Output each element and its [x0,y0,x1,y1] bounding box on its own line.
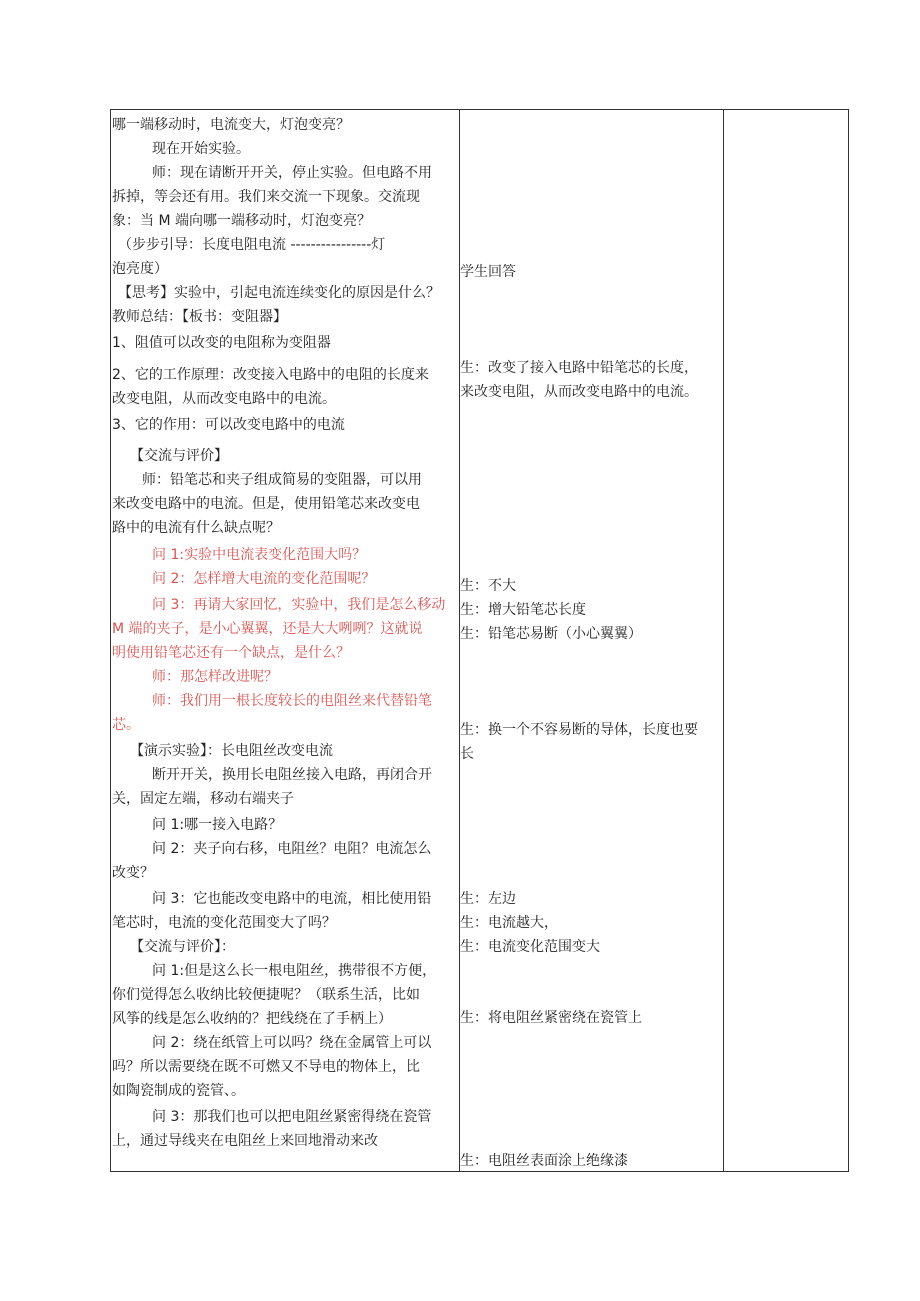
teacher-line: 路中的电流有什么缺点呢？ [112,520,280,536]
student-line: 生：将电阻丝紧密绕在瓷管上 [460,1010,642,1026]
student-line: 生：增大铅笔芯长度 [460,602,586,618]
teacher-line: 来改变电路中的电流。但是，使用铅笔芯来改变电 [112,496,420,512]
teacher-line: 如陶瓷制成的瓷管、。 [112,1083,245,1099]
teacher-line: 笔芯时，电流的变化范围变大了吗？ [112,915,336,931]
teacher-line: 问 1:但是这么长一根电阻丝，携带很不方便， [152,963,437,979]
teacher-line-highlight: 问 2：怎样增大电流的变化范围呢？ [152,571,376,587]
teacher-line: 吗？所以需要绕在既不可燃又不导电的物体上，比 [112,1059,420,1075]
teacher-line: 你们觉得怎么收纳比较便捷呢？（联系生活，比如 [112,987,420,1003]
student-line: 生：左边 [460,891,516,907]
teacher-line: 问 1:哪一接入电路？ [152,817,283,833]
teacher-line: 师：现在请断开开关，停止实验。但电路不用 [152,165,432,181]
teacher-line: 问 3：它也能改变电路中的电流，相比使用铅 [152,891,432,907]
teacher-line: 【交流与评价】： [130,939,235,955]
teacher-line: 风筝的线是怎么收纳的？把线绕在了手柄上） [112,1011,392,1027]
teacher-line: 拆掉，等会还有用。我们来交流一下现象。交流现 [112,189,420,205]
teacher-line: 问 2：绕在纸管上可以吗？绕在金属管上可以 [152,1035,432,1051]
teacher-line: 问 3：那我们也可以把电阻丝紧密得绕在瓷管 [152,1109,432,1125]
teacher-line: 哪一端移动时，电流变大，灯泡变亮？ [112,117,350,133]
student-line: 生：电流变化范围变大 [460,939,600,955]
teacher-line: 关，固定左端，移动右端夹子 [112,791,294,807]
student-line: 生：电流越大， [460,915,558,931]
teacher-line: 问 2：夹子向右移，电阻丝？电阻？电流怎么 [152,841,432,857]
student-line: 生：改变了接入电路中铅笔芯的长度， [460,360,698,376]
teacher-line: 上，通过导线夹在电阻丝上来回地滑动来改 [112,1133,378,1149]
student-line: 长 [460,746,474,762]
teacher-line-highlight: 问 3：再请大家回忆，实验中，我们是怎么移动 [152,597,446,613]
teacher-line-highlight: 师：那怎样改进呢？ [152,669,278,685]
teacher-line: 【演示实验】：长电阻丝改变电流 [130,743,333,759]
teacher-line-highlight: 明使用铅笔芯还有一个缺点，是什么？ [112,645,350,661]
teacher-line: 改变电阻，从而改变电路中的电流。 [112,391,336,407]
student-line: 生：铅笔芯易断（小心翼翼） [460,626,642,642]
teacher-line: 【交流与评价】 [130,448,228,464]
teacher-line: 3、它的作用：可以改变电路中的电流 [112,417,345,433]
student-line: 生：换一个不容易断的导体，长度也要 [460,722,698,738]
teacher-line: 象：当 M 端向哪一端移动时，灯泡变亮？ [112,213,371,229]
teacher-line: 断开开关，换用长电阻丝接入电路，再闭合开 [152,767,432,783]
teacher-line: 泡亮度） [112,261,168,277]
teacher-line-highlight: 芯。 [112,717,140,733]
teacher-line: 现在开始实验。 [152,141,250,157]
student-line: 来改变电阻，从而改变电路中的电流。 [460,384,698,400]
teacher-line-highlight: 师：我们用一根长度较长的电阻丝来代替铅笔 [152,693,432,709]
teacher-line: 1、阻值可以改变的电阻称为变阻器 [112,335,331,351]
teacher-line: 师：铅笔芯和夹子组成简易的变阻器，可以用 [142,472,422,488]
student-line: 生：电阻丝表面涂上绝缘漆 [460,1153,628,1169]
teacher-line: 【思考】实验中，引起电流连续变化的原因是什么？ [118,285,440,301]
teacher-line-highlight: 问 1:实验中电流表变化范围大吗？ [152,547,367,563]
column-divider-2 [723,110,724,1171]
teacher-line: 改变？ [112,865,154,881]
student-line: 学生回答 [460,264,516,280]
teacher-line: 2、它的工作原理：改变接入电路中的电阻的长度来 [112,367,429,383]
teacher-line-highlight: M 端的夹子，是小心翼翼，还是大大咧咧？这就说 [112,621,423,637]
teacher-line: （步步引导：长度电阻电流 ----------------灯 [118,237,386,253]
student-line: 生：不大 [460,578,516,594]
teacher-line: 教师总结：【板书：变阻器】 [112,309,287,325]
